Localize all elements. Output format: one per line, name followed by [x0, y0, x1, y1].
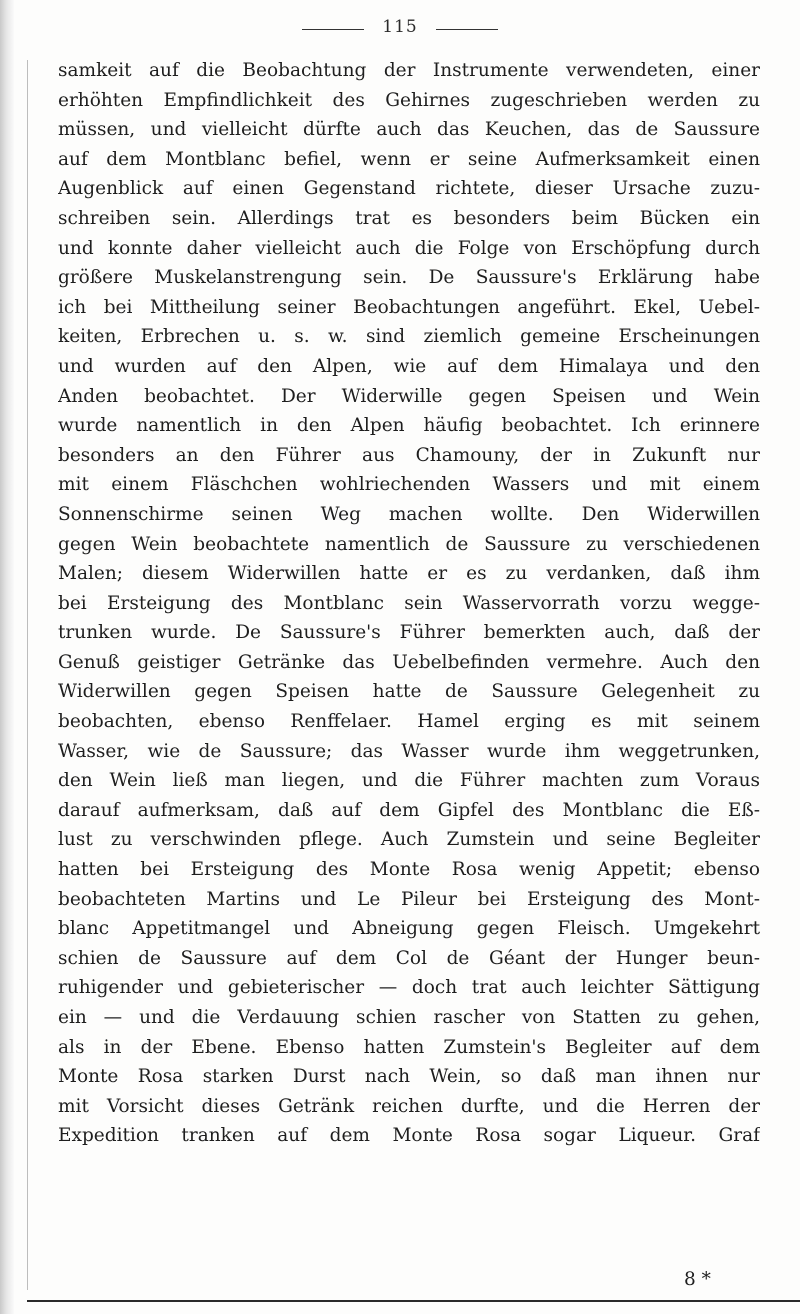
text-line: Wasser, wie de Saussure; das Wasser wurde ihm weggetrunken, [58, 740, 760, 762]
text-line: samkeit auf die Beobachtung der Instrumente verwendeten, einer [58, 60, 760, 81]
bottom-rule [27, 1300, 800, 1302]
text-line: auf dem Montblanc befiel, wenn er seine Aufmerksamkeit einen [58, 148, 760, 170]
text-line: beobachten, ebenso Renffelaer. Hamel erging es mit seinem [58, 711, 760, 733]
text-line: Expedition tranken auf dem Monte Rosa sogar Liqueur. Graf [58, 1125, 760, 1147]
text-line: blanc Appetitmangel und Abneigung gegen Fleisch. Umgekehrt [58, 918, 760, 940]
text-line: Augenblick auf einen Gegenstand richtete, dieser Ursache zuzu- [58, 178, 760, 200]
text-line: als in der Ebene. Ebenso hatten Zumstein's Begleiter auf dem [58, 1036, 760, 1058]
text-line: bei Ersteigung des Montblanc sein Wasservorrath vorzu wegge- [58, 592, 760, 614]
body-text [58, 56, 760, 1151]
header-rule-right [436, 29, 498, 30]
text-line: ich bei Mittheilung seiner Beobachtungen angeführt. Ekel, Uebel- [58, 296, 760, 318]
text-line: größere Muskelanstrengung sein. De Saussure's Erklärung habe [58, 267, 760, 289]
text-line: und wurden auf den Alpen, wie auf dem Himalaya und den [58, 355, 760, 377]
text-line: besonders an den Führer aus Chamouny, der in Zukunft nur [58, 444, 760, 466]
text-line: mit Vorsicht dieses Getränk reichen durfte, und die Herren der [58, 1095, 760, 1117]
text-line: gegen Wein beobachtete namentlich de Saussure zu verschiedenen [58, 533, 760, 555]
text-line: ruhigender und gebieterischer — doch trat auch leichter Sättigung [58, 977, 760, 999]
binding-shadow [0, 0, 14, 1314]
text-line: Genuß geistiger Getränke das Uebelbefinden vermehre. Auch den [58, 651, 760, 673]
text-line: wurde namentlich in den Alpen häufig beobachtet. Ich erinnere [58, 415, 760, 437]
header-rule-left [302, 29, 364, 30]
text-line: schreiben sein. Allerdings trat es besonders beim Bücken ein [58, 207, 760, 229]
text-line: keiten, Erbrechen u. s. w. sind ziemlich gemeine Erscheinungen [58, 326, 760, 348]
text-line: schien de Saussure auf dem Col de Géant der Hunger beun- [58, 947, 760, 969]
text-line: erhöhten Empfindlichkeit des Gehirnes zugeschrieben werden zu [58, 89, 760, 111]
text-line: Anden beobachtet. Der Widerwille gegen Speisen und Wein [58, 385, 760, 407]
page-number: 115 [382, 17, 418, 37]
text-line: hatten bei Ersteigung des Monte Rosa wenig Appetit; ebenso [58, 859, 760, 881]
text-line: lust zu verschwinden pflege. Auch Zumstein und seine Begleiter [58, 829, 760, 851]
text-line: und konnte daher vielleicht auch die Folge von Erschöpfung durch [58, 237, 760, 259]
text-line: trunken wurde. De Saussure's Führer bemerkten auch, daß der [58, 622, 760, 644]
signature-mark: 8 * [684, 1269, 711, 1290]
text-line: den Wein ließ man liegen, und die Führer machten zum Voraus [58, 770, 760, 792]
text-line: ein — und die Verdauung schien rascher von Statten zu gehen, [58, 1007, 760, 1028]
page-header [0, 12, 800, 42]
text-line: Sonnenschirme seinen Weg machen wollte. Den Widerwillen [58, 503, 760, 525]
text-line: beobachteten Martins und Le Pileur bei Ersteigung des Mont- [58, 888, 760, 910]
margin-line [27, 60, 28, 1290]
text-line: müssen, und vielleicht dürfte auch das Keuchen, das de Saussure [58, 119, 760, 141]
text-line: Monte Rosa starken Durst nach Wein, so daß man ihnen nur [58, 1066, 760, 1088]
text-line: Malen; diesem Widerwillen hatte er es zu verdanken, daß ihm [58, 563, 760, 585]
text-line: darauf aufmerksam, daß auf dem Gipfel des Montblanc die Eß- [58, 799, 760, 821]
text-line: mit einem Fläschchen wohlriechenden Wassers und mit einem [58, 474, 760, 496]
text-line: Widerwillen gegen Speisen hatte de Saussure Gelegenheit zu [58, 681, 760, 703]
